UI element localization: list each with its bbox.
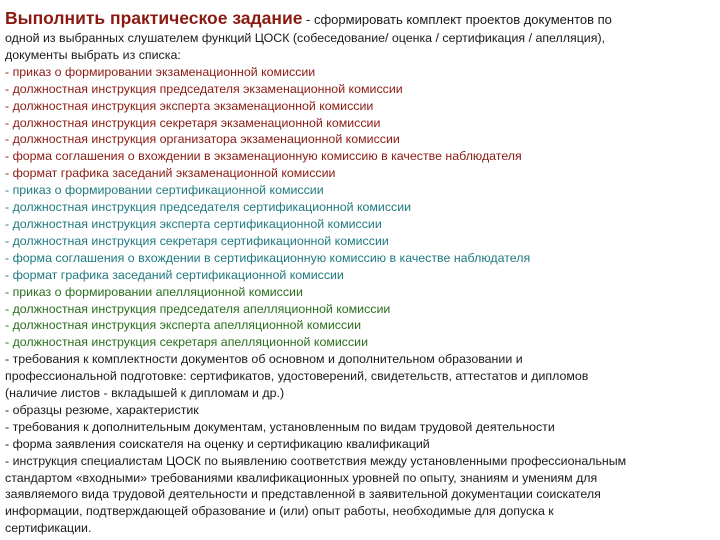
list-item: - должностная инструкция секретаря сертификационной комиссии [5, 233, 389, 248]
task-title: Выполнить практическое задание [5, 8, 303, 28]
list-item: - приказ о формировании сертификационной комиссии [5, 183, 324, 198]
list-item: - форма заявления соискателя на оценку и сертификацию квалификаций [5, 436, 430, 451]
list-item-line: профессиональной подготовке: сертификатов, удостоверений, свидетельств, аттестатов и дипломов [5, 369, 589, 384]
cert-commission-list [5, 182, 715, 283]
list-item: - приказ о формировании апелляционной комиссии [5, 284, 303, 299]
intro-line: документы выбрать из списка: [5, 47, 181, 62]
list-item: - должностная инструкция эксперта экзаменационной комиссии [5, 98, 374, 113]
list-item-line: (наличие листов - вкладышей к дипломам и др.) [5, 386, 285, 401]
intro-text [5, 30, 715, 64]
list-item: - должностная инструкция эксперта сертификационной комиссии [5, 216, 382, 231]
list-item-line: информации, подтверждающей образование и (или) опыт работы, необходимые для допуска к [5, 504, 554, 519]
list-item: - должностная инструкция секретаря апелляционной комиссии [5, 335, 369, 350]
list-item-line: заявляемого вида трудовой деятельности и представленной в заявительной документации соискателя [5, 487, 601, 502]
list-item-line: - требования к комплектности документов об основном и дополнительном образовании и [5, 352, 523, 367]
list-item: - форма соглашения о вхождении в экзаменационную комиссию в качестве наблюдателя [5, 149, 522, 164]
general-documents-list [5, 351, 715, 537]
list-item-line: - инструкция специалистам ЦОСК по выявлению соответствия между установленными профессиональным [5, 453, 627, 468]
list-item: - формат графика заседаний экзаменационной комиссии [5, 166, 336, 181]
list-item: - образцы резюме, характеристик [5, 402, 199, 417]
appeal-commission-list [5, 284, 715, 352]
list-item-line: стандартом «входными» требованиями квалификационных уровней по опыту, знаниям и умениям для [5, 470, 598, 485]
intro-line: одной из выбранных слушателем функций ЦОСК (собеседование/ оценка / сертификация / апелляция), [5, 31, 606, 45]
list-item: - должностная инструкция председателя экзаменационной комиссии [5, 81, 403, 96]
list-item-line: сертификации. [5, 521, 92, 536]
list-item: - должностная инструкция секретаря экзаменационной комиссии [5, 115, 381, 130]
list-item: - форма соглашения о вхождении в сертификационную комиссию в качестве наблюдателя [5, 250, 531, 265]
list-item: - формат графика заседаний сертификационной комиссии [5, 267, 344, 282]
list-item: - требования к дополнительным документам, установленным по видам трудовой деятельности [5, 419, 555, 434]
list-item: - должностная инструкция организатора экзаменационной комиссии [5, 132, 400, 147]
list-item: - должностная инструкция председателя сертификационной комиссии [5, 200, 412, 215]
task-title-rest: - сформировать комплект проектов документов по [302, 12, 612, 27]
task-heading [5, 6, 715, 32]
list-item: - должностная инструкция эксперта апелляционной комиссии [5, 318, 361, 333]
list-item: - должностная инструкция председателя апелляционной комиссии [5, 301, 391, 316]
list-item: - приказ о формировании экзаменационной комиссии [5, 64, 316, 79]
exam-commission-list [5, 64, 715, 182]
document-page [5, 6, 715, 537]
